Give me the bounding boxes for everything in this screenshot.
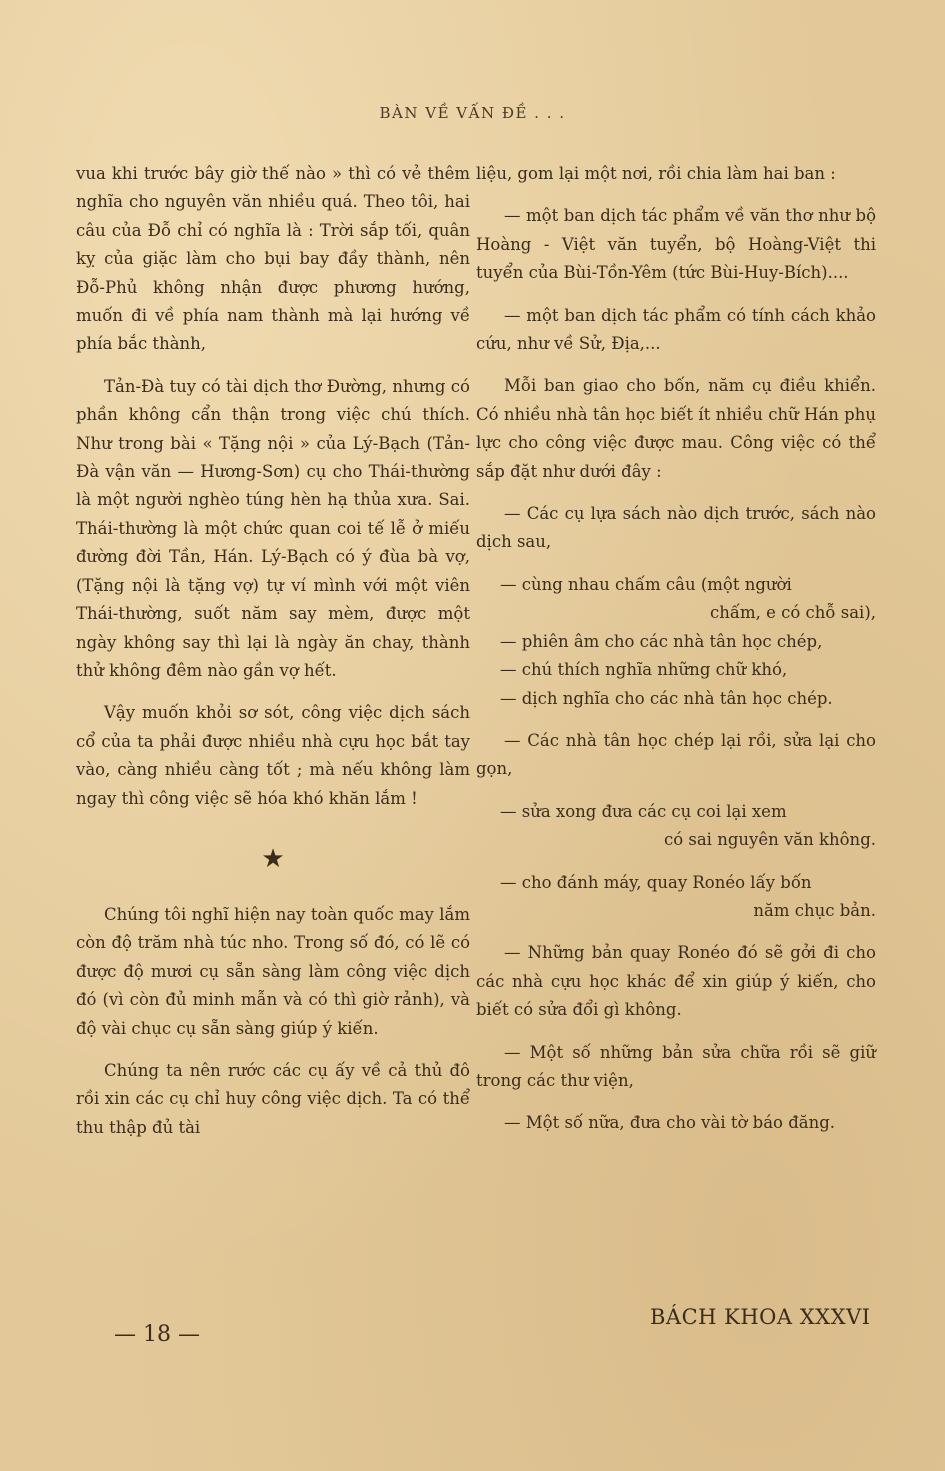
right-column [476,160,876,1138]
list-item: — Một số những bản sửa chữa rồi sẽ giữ trong các thư viện, [476,1042,876,1090]
list-item-line: — sửa xong đưa các cụ coi lại xem [500,801,787,821]
paragraph: Chúng tôi nghĩ hiện nay toàn quốc may lắm còn độ trăm nhà túc nho. Trong số đó, có lẽ có được độ mươi cụ sẵn sàng làm công việc dịch đó (vì còn đủ minh mẫn và có thì giờ rảnh), và độ vài chục cụ sẵn sàng giúp ý kiến. [76,904,470,1038]
list-item: — phiên âm cho các nhà tân học chép, [500,631,823,651]
paragraph: — một ban dịch tác phẩm về văn thơ như bộ Hoàng - Việt văn tuyển, bộ Hoàng-Việt thi tuyển của Bùi-Tồn-Yêm (tức Bùi-Huy-Bích).... [476,206,876,283]
list-item-line: — cho đánh máy, quay Ronéo lấy bốn [500,872,812,892]
list-item: — chú thích nghĩa những chữ khó, [500,660,788,680]
list-item: — Các nhà tân học chép lại rồi, sửa lại cho gọn, [476,730,876,779]
paragraph: — một ban dịch tác phẩm có tính cách khảo cứu, như về Sử, Địa,... [476,305,876,354]
list-item-line: chấm, e có chỗ sai), [709,603,876,623]
paragraph: liệu, gom lại một nơi, rồi chia làm hai ban : [476,164,836,183]
running-title: BÀN VỀ VẤN ĐỀ . . . [379,104,566,122]
list-item: — Một số nữa, đưa cho vài tờ báo đăng. [504,1113,836,1133]
list-item: — dịch nghĩa cho các nhà tân học chép. [500,688,833,708]
list-item [476,571,876,628]
list-item-line: năm chục bản. [753,900,876,920]
list-item: — Những bản quay Ronéo đó sẽ gởi đi cho các nhà cựu học khác để xin giúp ý kiến, cho biết có sửa đổi gì không. [476,943,876,1020]
paragraph: Mỗi ban giao cho bốn, năm cụ điều khiển. Có nhiều nhà tân học biết ít nhiều chữ Hán phụ lực cho công việc được mau. Công việc có thể sắp đặt như dưới đây : [476,376,876,481]
left-column [76,160,470,1142]
list-item [476,869,876,926]
list-item: — Các cụ lựa sách nào dịch trước, sách nào dịch sau, [476,504,876,552]
page-number: — 18 — [114,1322,200,1347]
paragraph: Vậy muốn khỏi sơ sót, công việc dịch sách cổ của ta phải được nhiều nhà cựu học bắt tay vào, càng nhiều càng tốt ; mà nếu không làm ngay thì công việc sẽ hóa khó khăn lắm ! [76,703,470,808]
list-item-line: có sai nguyên văn không. [663,830,876,850]
list-item [476,798,876,855]
publication-name: BÁCH KHOA XXXVI [650,1305,871,1329]
paragraph: vua khi trước bây giờ thế nào » thì có vẻ thêm nghĩa cho nguyên văn nhiều quá. Theo tôi, hai câu của Đỗ chỉ có nghĩa là : Trời sắp tối, quân kỵ của giặc làm cho bụi bay đầy thành, nên Đỗ-Phủ không nhận được phương hướng, muốn đi về phía nam thành mà lại hướng về phía bắc thành, [76,164,470,354]
paragraph: Chúng ta nên rước các cụ ấy về cả thủ đô rồi xin các cụ chỉ huy công việc dịch. Ta có thể thu thập đủ tài [76,1060,470,1137]
list-item-line: — cùng nhau chấm câu (một người [500,574,792,594]
paragraph: Tản-Đà tuy có tài dịch thơ Đường, nhưng có phần không cẩn thận trong việc chú thích. Như trong bài « Tặng nội » của Lý-Bạch (Tản-Đà vận văn — Hương-Sơn) cụ cho Thái-thường là một người nghèo túng hèn hạ thủa xưa. Sai. Thái-thường là một chức quan coi tế lễ ở miếu đường đời Tần, Hán. Lý-Bạch có ý đùa bà vợ, (Tặng nội là tặng vợ) tự ví mình với một viên Thái-thường, suốt năm say mèm, được một ngày không say thì lại là ngày ăn chay, thành thử không đêm nào gần vợ hết. [76,376,470,680]
section-star-separator: ★ [261,843,285,874]
